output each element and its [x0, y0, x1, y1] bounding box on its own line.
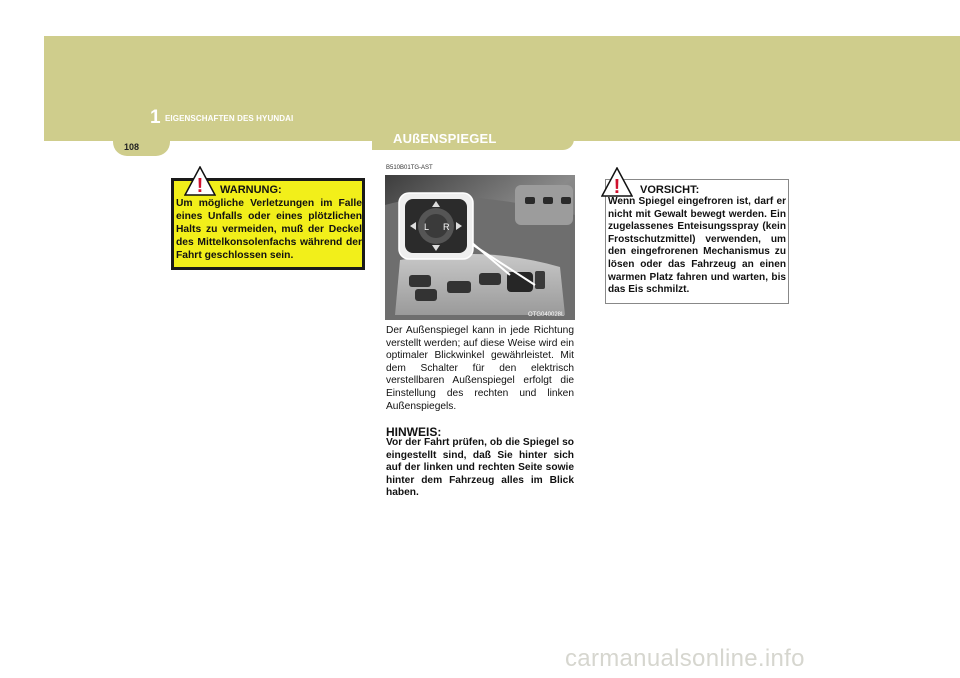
- watermark: carmanualsonline.info: [565, 645, 805, 672]
- caution-triangle-icon: [601, 167, 633, 197]
- section-title: AUßENSPIEGEL: [393, 131, 497, 146]
- hint-text: Vor der Fahrt prüfen, ob die Spiegel so eingestellt sind, daß Sie hinter sich auf der linken und rechten Seite sowie hinter dem Fahrzeug alles im Blick haben.: [386, 437, 574, 499]
- figure-code: B510B01TG-AST: [386, 165, 433, 171]
- switch-left-label: L: [424, 222, 430, 232]
- page-number-tab: [113, 138, 170, 156]
- caution-text: Wenn Spiegel eingefroren ist, darf er nicht mit Gewalt bewegt werden. Ein zugelassenes Enteisungsspray (kein Frostschutzmittel) verwenden, um den eingefrorenen Mechanismus zu lösen oder das Fahrzeug an einen warmen Platz fahren und warten, bis das Eis schmilzt.: [608, 196, 786, 296]
- svg-text:!: !: [613, 176, 621, 197]
- warning-triangle-icon: [184, 166, 216, 196]
- caution-heading: VORSICHT:: [640, 184, 700, 196]
- body-paragraph: Der Außenspiegel kann in jede Richtung verstellt werden; auf diese Weise wird ein optimaler Blickwinkel gewährleistet. Mit dem Schalter für den elektrisch verstellbaren Außenspiegel erfolgt die Einstellung des rechten und linken Außenspiegels.: [386, 325, 574, 412]
- page-number: 108: [124, 142, 140, 152]
- warning-text: Um mögliche Verletzungen im Falle eines Unfalls oder eines plötzlichen Halts zu vermeiden, muß der Deckel des Mittelkonsolenfachs während der Fahrt geschlossen sein.: [176, 198, 362, 261]
- hint-heading: HINWEIS:: [386, 425, 442, 439]
- chapter-title: EIGENSCHAFTEN DES HYUNDAI: [165, 114, 294, 123]
- mirror-switch-photo: [385, 175, 575, 320]
- svg-text:!: !: [196, 175, 204, 196]
- header-band: [44, 36, 960, 141]
- chapter-number: 1: [150, 107, 161, 128]
- image-code: OTG040028L: [528, 312, 565, 318]
- warning-heading: WARNUNG:: [220, 184, 282, 196]
- switch-right-label: R: [443, 222, 450, 232]
